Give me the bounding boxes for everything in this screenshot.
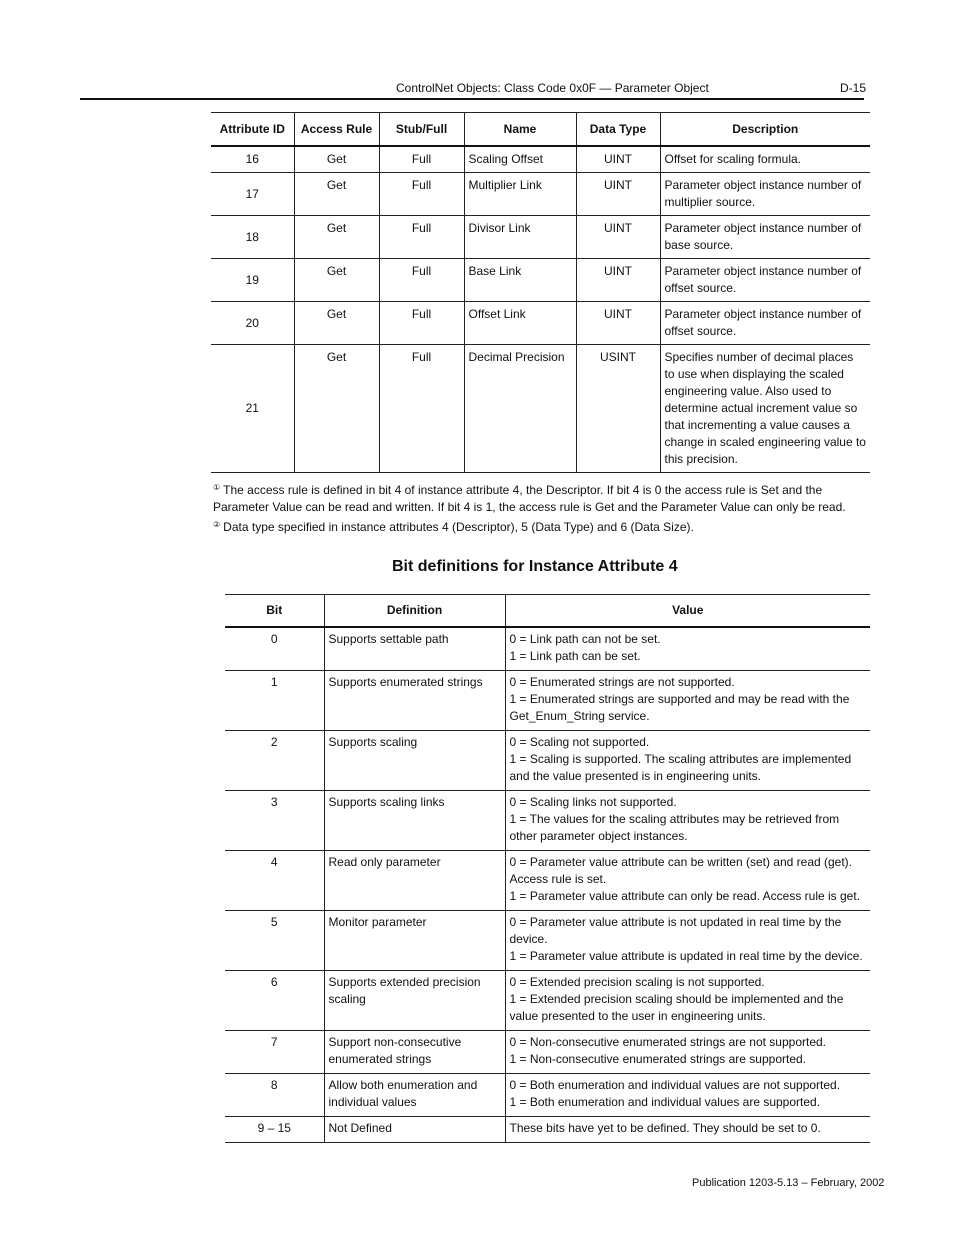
table-row — [225, 671, 870, 731]
table-row — [225, 1031, 870, 1074]
footnote-text: The access rule is defined in bit 4 of instance attribute 4, the Descriptor. If bit 4 is 0 the access rule is Set and the Parameter Value can be read and written. If bit 4 is 1, the access rule is Get and the Parameter Value can only be read. — [213, 483, 846, 514]
value-cell — [505, 1117, 870, 1143]
table-row — [225, 971, 870, 1031]
name-cell: Multiplier Link — [464, 172, 576, 215]
column-header: Value — [505, 595, 870, 628]
column-header: Data Type — [576, 113, 660, 147]
definition-cell: Not Defined — [324, 1117, 505, 1143]
stub-full-cell: Full — [379, 215, 464, 258]
header-divider — [80, 98, 864, 100]
data-type-cell: UINT — [576, 258, 660, 301]
table-row — [225, 851, 870, 911]
stub-full-cell: Full — [379, 301, 464, 344]
bit-cell: 0 — [225, 627, 324, 671]
running-header-title: ControlNet Objects: Class Code 0x0F — Parameter Object — [396, 81, 709, 95]
attribute-id-cell: 19 — [211, 258, 294, 301]
bit-cell: 4 — [225, 851, 324, 911]
stub-full-cell: Full — [379, 258, 464, 301]
value-line: 0 = Parameter value attribute can be written (set) and read (get). Access rule is set. — [509, 855, 853, 886]
table-row — [211, 301, 870, 344]
attribute-id-cell: 18 — [211, 215, 294, 258]
bit-cell: 7 — [225, 1031, 324, 1074]
stub-full-cell: Full — [379, 172, 464, 215]
bit-cell: 1 — [225, 671, 324, 731]
table-row — [225, 911, 870, 971]
access-rule-cell: Get — [294, 344, 379, 472]
footnote — [213, 479, 873, 516]
description-cell: Offset for scaling formula. — [660, 146, 870, 172]
value-cell — [505, 1074, 870, 1117]
access-rule-cell: Get — [294, 258, 379, 301]
column-header: Attribute ID — [211, 113, 294, 147]
access-rule-cell: Get — [294, 215, 379, 258]
description-cell: Specifies number of decimal places to use when displaying the scaled engineering value. Also used to determine actual increment value so that incrementing a value causes a change in scaled engineering value to this precision. — [660, 344, 870, 472]
value-line: 0 = Scaling not supported. — [509, 735, 650, 749]
definition-cell: Monitor parameter — [324, 911, 505, 971]
bit-cell: 2 — [225, 731, 324, 791]
access-rule-cell: Get — [294, 146, 379, 172]
value-cell — [505, 1031, 870, 1074]
name-cell: Decimal Precision — [464, 344, 576, 472]
value-line: 1 = Extended precision scaling should be implemented and the value presented to the user in engineering units. — [509, 992, 844, 1023]
bit-cell: 9 – 15 — [225, 1117, 324, 1143]
data-type-cell: UINT — [576, 172, 660, 215]
description-cell: Parameter object instance number of multiplier source. — [660, 172, 870, 215]
data-type-cell: UINT — [576, 146, 660, 172]
stub-full-cell: Full — [379, 146, 464, 172]
value-cell — [505, 911, 870, 971]
footnote-mark: ① — [213, 483, 221, 492]
value-line: 1 = Non-consecutive enumerated strings are supported. — [509, 1052, 807, 1066]
value-line: 0 = Non-consecutive enumerated strings are not supported. — [509, 1035, 827, 1049]
attribute-id-cell: 17 — [211, 172, 294, 215]
section-title: Bit definitions for Instance Attribute 4 — [392, 558, 678, 575]
column-header: Stub/Full — [379, 113, 464, 147]
value-line: 0 = Link path can not be set. — [509, 632, 661, 646]
definition-cell: Read only parameter — [324, 851, 505, 911]
value-line: 0 = Both enumeration and individual values are not supported. — [509, 1078, 841, 1092]
data-type-cell: USINT — [576, 344, 660, 472]
page-number: D-15 — [840, 81, 867, 95]
definition-cell: Supports scaling — [324, 731, 505, 791]
data-type-cell: UINT — [576, 301, 660, 344]
table-row — [225, 1117, 870, 1143]
table-row — [211, 172, 870, 215]
definition-cell: Supports extended precision scaling — [324, 971, 505, 1031]
value-line: 1 = The values for the scaling attributes may be retrieved from other parameter object instances. — [509, 812, 840, 843]
column-header: Bit — [225, 595, 324, 628]
value-cell — [505, 971, 870, 1031]
publication-footer: Publication 1203-5.13 – February, 2002 — [692, 1177, 885, 1189]
value-line: 1 = Link path can be set. — [509, 649, 641, 663]
definition-cell: Supports scaling links — [324, 791, 505, 851]
column-header: Access Rule — [294, 113, 379, 147]
access-rule-cell: Get — [294, 301, 379, 344]
table-row — [211, 146, 870, 172]
column-header: Description — [660, 113, 870, 147]
attribute-table — [211, 112, 870, 473]
column-header: Definition — [324, 595, 505, 628]
value-cell — [505, 731, 870, 791]
definition-cell: Supports enumerated strings — [324, 671, 505, 731]
name-cell: Scaling Offset — [464, 146, 576, 172]
value-line: 1 = Enumerated strings are supported and may be read with the Get_Enum_String service. — [509, 692, 850, 723]
description-cell: Parameter object instance number of offset source. — [660, 258, 870, 301]
name-cell: Divisor Link — [464, 215, 576, 258]
description-cell: Parameter object instance number of base source. — [660, 215, 870, 258]
value-cell — [505, 791, 870, 851]
value-line: 1 = Parameter value attribute is updated in real time by the device. — [509, 949, 863, 963]
value-line: These bits have yet to be defined. They should be set to 0. — [509, 1121, 821, 1135]
value-line: 0 = Enumerated strings are not supported. — [509, 675, 735, 689]
description-cell: Parameter object instance number of offset source. — [660, 301, 870, 344]
bit-definitions-table — [225, 594, 870, 1143]
footnote-mark: ② — [213, 520, 221, 529]
table-row — [225, 627, 870, 671]
table-row — [225, 1074, 870, 1117]
table-row — [225, 731, 870, 791]
table-row — [211, 258, 870, 301]
value-cell — [505, 671, 870, 731]
value-cell — [505, 851, 870, 911]
data-type-cell: UINT — [576, 215, 660, 258]
definition-cell: Support non-consecutive enumerated strings — [324, 1031, 505, 1074]
table-row — [211, 215, 870, 258]
bit-table-header — [225, 595, 870, 628]
value-line: 0 = Extended precision scaling is not supported. — [509, 975, 765, 989]
value-line: 0 = Parameter value attribute is not updated in real time by the device. — [509, 915, 842, 946]
name-cell: Base Link — [464, 258, 576, 301]
table-row — [225, 791, 870, 851]
access-rule-cell: Get — [294, 172, 379, 215]
bit-cell: 3 — [225, 791, 324, 851]
bit-cell: 6 — [225, 971, 324, 1031]
attribute-id-cell: 16 — [211, 146, 294, 172]
value-cell — [505, 627, 870, 671]
table-row — [211, 344, 870, 472]
bit-cell: 5 — [225, 911, 324, 971]
attribute-id-cell: 20 — [211, 301, 294, 344]
definition-cell: Supports settable path — [324, 627, 505, 671]
definition-cell: Allow both enumeration and individual values — [324, 1074, 505, 1117]
value-line: 0 = Scaling links not supported. — [509, 795, 677, 809]
footnote — [213, 516, 873, 536]
column-header: Name — [464, 113, 576, 147]
value-line: 1 = Parameter value attribute can only be read. Access rule is get. — [509, 889, 861, 903]
attribute-id-cell: 21 — [211, 344, 294, 472]
name-cell: Offset Link — [464, 301, 576, 344]
value-line: 1 = Scaling is supported. The scaling attributes are implemented and the value presented is in engineering units. — [509, 752, 852, 783]
footnotes — [213, 479, 873, 536]
bit-cell: 8 — [225, 1074, 324, 1117]
stub-full-cell: Full — [379, 344, 464, 472]
attribute-table-header — [211, 113, 870, 147]
footnote-text: Data type specified in instance attributes 4 (Descriptor), 5 (Data Type) and 6 (Data Size). — [223, 520, 694, 534]
value-line: 1 = Both enumeration and individual values are supported. — [509, 1095, 821, 1109]
